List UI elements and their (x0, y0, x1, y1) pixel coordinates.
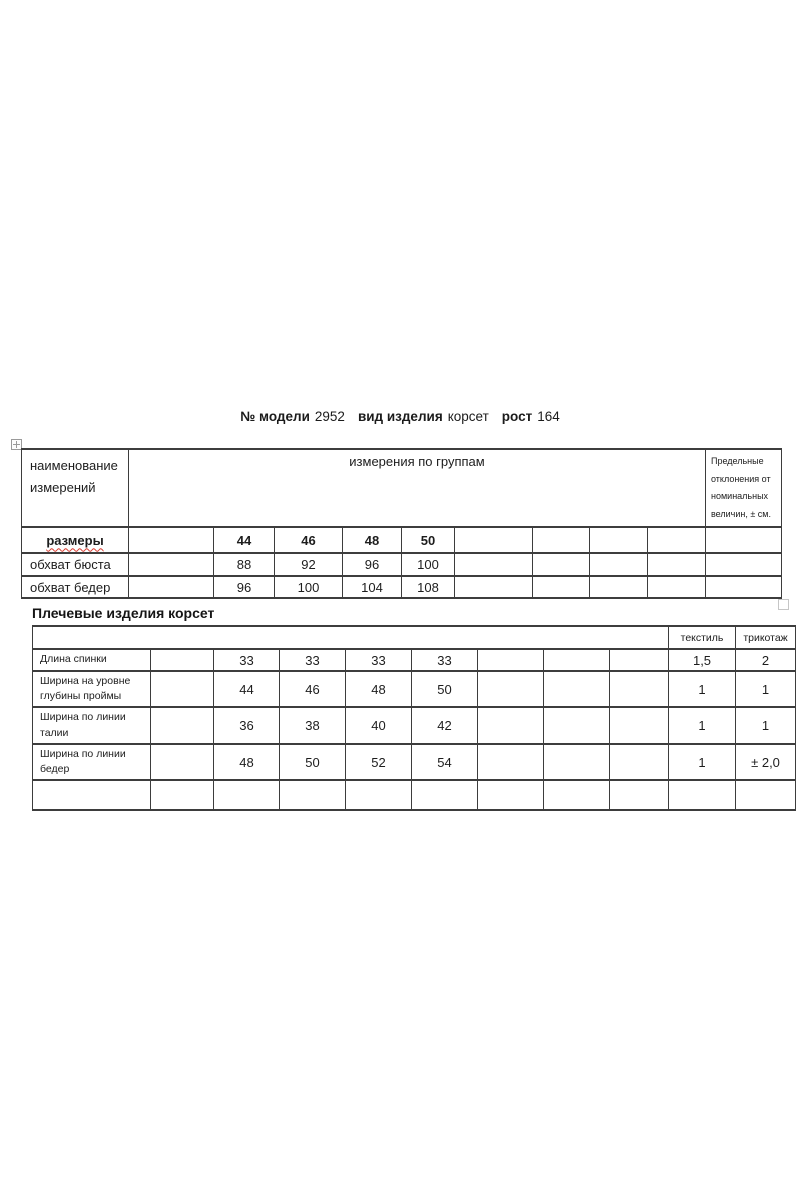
empty-cell (455, 553, 533, 576)
empty-cell (346, 780, 412, 810)
title-model-value: 2952 (314, 409, 345, 424)
header-knitwear-cell: трикотаж (736, 626, 796, 649)
row-label-sizes: размеры (46, 532, 104, 548)
tolerance-textile-cell: 1 (669, 671, 736, 707)
value-cell: 33 (280, 649, 346, 671)
table-row (33, 671, 796, 707)
empty-cell (610, 744, 669, 780)
value-cell (129, 553, 214, 576)
table-row (33, 707, 796, 743)
empty-cell (478, 671, 544, 707)
value-cell: 40 (346, 707, 412, 743)
empty-cell (648, 553, 706, 576)
tolerance-textile-cell: 1 (669, 707, 736, 743)
row-label-bust: обхват бюста (22, 553, 129, 576)
size-cell: 46 (275, 527, 343, 553)
value-cell: 38 (280, 707, 346, 743)
value-cell: 96 (214, 576, 275, 598)
title-height-label: рост (501, 409, 533, 424)
value-cell: 92 (275, 553, 343, 576)
value-cell: 33 (214, 649, 280, 671)
table-row (22, 449, 782, 527)
empty-cell (706, 576, 782, 598)
tolerance-knitwear-cell: 2 (736, 649, 796, 671)
empty-cell (544, 649, 610, 671)
size-cell: 48 (343, 527, 402, 553)
empty-cell (648, 527, 706, 553)
value-cell: 33 (412, 649, 478, 671)
empty-cell (610, 671, 669, 707)
empty-cell (533, 576, 590, 598)
title-type-value: корсет (447, 409, 489, 424)
empty-row-label (33, 780, 151, 810)
header-group-cell: измерения по группам (129, 449, 706, 527)
value-cell: 88 (214, 553, 275, 576)
value-cell (129, 527, 214, 553)
empty-cell (533, 527, 590, 553)
icon-bar (16, 441, 17, 448)
size-cell: 44 (214, 527, 275, 553)
empty-cell (736, 780, 796, 810)
tolerance-textile-cell: 1,5 (669, 649, 736, 671)
value-cell (151, 707, 214, 743)
value-cell: 100 (402, 553, 455, 576)
value-cell: 33 (346, 649, 412, 671)
value-cell: 48 (346, 671, 412, 707)
empty-cell (706, 527, 782, 553)
page-title (0, 409, 800, 424)
header-textile-cell: текстиль (669, 626, 736, 649)
table-resize-handle-icon[interactable] (778, 599, 789, 610)
value-cell: 50 (412, 671, 478, 707)
row-label-back-length: Длина спинки (33, 649, 151, 671)
value-cell (129, 576, 214, 598)
title-height-value: 164 (537, 409, 560, 424)
value-cell (151, 671, 214, 707)
empty-cell (706, 553, 782, 576)
value-cell: 50 (280, 744, 346, 780)
table-row (33, 780, 796, 810)
row-label-waist-width: Ширина по линии талии (33, 707, 151, 743)
empty-cell (478, 780, 544, 810)
value-cell: 100 (275, 576, 343, 598)
tolerance-knitwear-cell: ± 2,0 (736, 744, 796, 780)
empty-cell (590, 576, 648, 598)
empty-cell (412, 780, 478, 810)
value-cell: 46 (280, 671, 346, 707)
empty-cell (478, 744, 544, 780)
empty-cell (544, 707, 610, 743)
table-row (22, 576, 782, 598)
size-cell: 50 (402, 527, 455, 553)
tolerance-knitwear-cell: 1 (736, 707, 796, 743)
value-cell (151, 744, 214, 780)
header-tolerance-cell: Предельные отклонения от номинальных величин, ± см. (706, 449, 782, 527)
empty-cell (455, 576, 533, 598)
value-cell: 96 (343, 553, 402, 576)
empty-cell (544, 671, 610, 707)
value-cell (151, 649, 214, 671)
value-cell: 48 (214, 744, 280, 780)
empty-cell (151, 780, 214, 810)
value-cell: 44 (214, 671, 280, 707)
empty-cell (610, 780, 669, 810)
value-cell: 52 (346, 744, 412, 780)
value-cell: 104 (343, 576, 402, 598)
table-row (22, 527, 782, 553)
table-row (22, 553, 782, 576)
header-spacer-cell (33, 626, 669, 649)
empty-cell (214, 780, 280, 810)
table-row (33, 626, 796, 649)
empty-cell (590, 527, 648, 553)
empty-cell (669, 780, 736, 810)
empty-cell (544, 780, 610, 810)
empty-cell (478, 649, 544, 671)
empty-cell (478, 707, 544, 743)
tolerance-knitwear-cell: 1 (736, 671, 796, 707)
empty-cell (533, 553, 590, 576)
title-type-label: вид изделия (357, 409, 443, 424)
empty-cell (590, 553, 648, 576)
row-label-hip-width: Ширина по линии бедер (33, 744, 151, 780)
section-heading: Плечевые изделия корсет (32, 605, 215, 621)
tolerance-textile-cell: 1 (669, 744, 736, 780)
table-row (33, 649, 796, 671)
value-cell: 54 (412, 744, 478, 780)
shoulder-products-table (32, 625, 796, 811)
measurements-table (21, 448, 782, 599)
empty-cell (544, 744, 610, 780)
value-cell: 42 (412, 707, 478, 743)
empty-cell (610, 649, 669, 671)
empty-cell (610, 707, 669, 743)
value-cell: 36 (214, 707, 280, 743)
row-label-armhole-width: Ширина на уровне глубины проймы (33, 671, 151, 707)
value-cell: 108 (402, 576, 455, 598)
row-label-hips: обхват бедер (22, 576, 129, 598)
empty-cell (455, 527, 533, 553)
title-model-label: № модели (240, 409, 310, 424)
header-name-cell: наименование измерений (22, 449, 129, 527)
table-row (33, 744, 796, 780)
empty-cell (280, 780, 346, 810)
empty-cell (648, 576, 706, 598)
